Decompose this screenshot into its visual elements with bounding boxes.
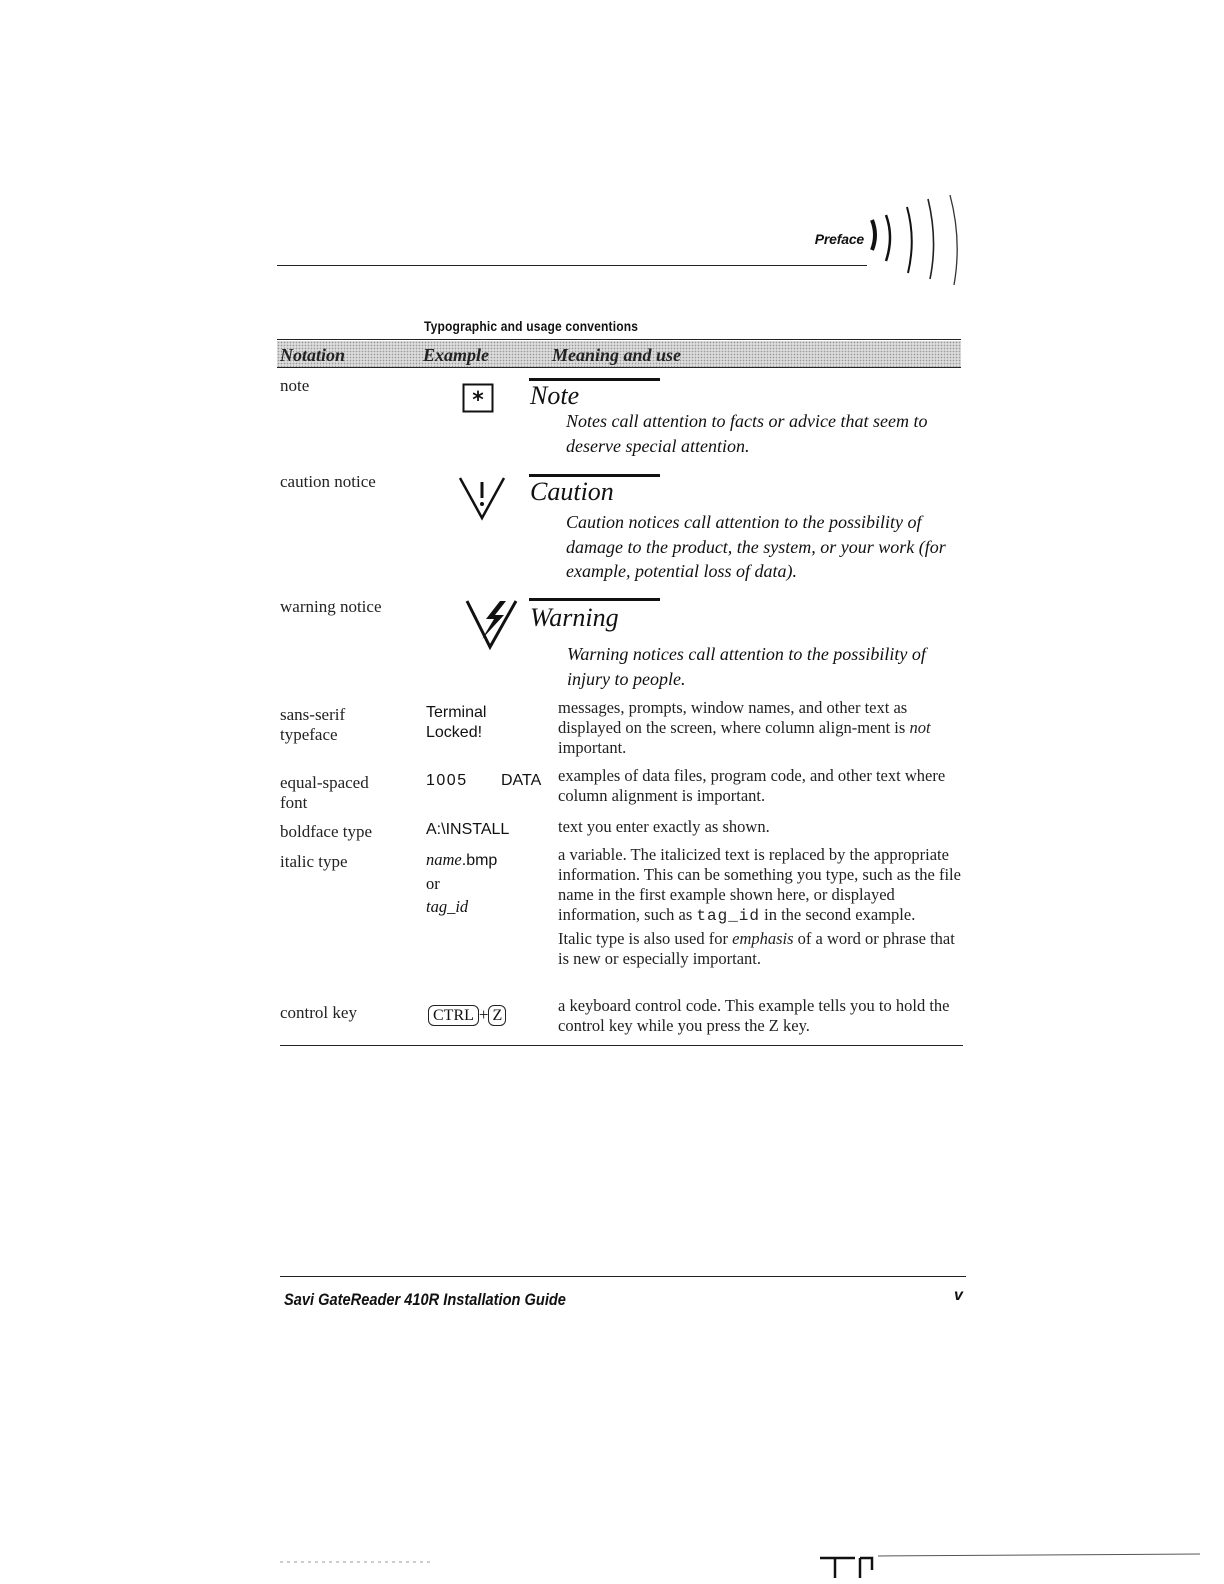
notation-line: equal-spaced [280, 773, 369, 792]
example-line: or [426, 874, 440, 893]
meaning-paragraph [558, 845, 963, 926]
meaning-sans-serif [558, 698, 963, 758]
note-title: Note [530, 381, 580, 410]
table-header [277, 341, 961, 368]
warning-rule [529, 598, 660, 601]
notation-equal-spaced [280, 773, 369, 813]
notation-line: font [280, 793, 308, 812]
example-boldface: A:\INSTALL [426, 821, 510, 838]
lightning-triangle-icon [464, 597, 520, 651]
notation-caution: caution notice [280, 472, 376, 491]
warning-title: Warning [530, 603, 619, 632]
notation-note: note [280, 376, 310, 395]
section-title: Preface [814, 231, 864, 247]
notation-line: sans-serif [280, 705, 346, 724]
caution-body: Caution notices call attention to the possibility of damage to the product, the system, or your work (for example, potential loss of data). [566, 512, 946, 581]
column-header-notation: Notation [280, 345, 346, 365]
example-line: Terminal [426, 704, 487, 721]
meaning-text: Italic type is also used for [558, 929, 733, 948]
meaning-boldface: text you enter exactly as shown. [558, 817, 770, 836]
example-sans-serif [426, 703, 486, 743]
notation-control-key: control key [280, 1003, 357, 1022]
page-number: v [954, 1287, 963, 1304]
example-variable: tag_id [426, 897, 469, 916]
meaning-emphasis: emphasis [732, 929, 794, 948]
example-line [426, 850, 497, 871]
notation-boldface: boldface type [280, 822, 373, 841]
meaning-emphasis: not [909, 718, 931, 737]
meaning-control-key: a keyboard control code. This example tells you to hold the control key while you press the Z key. [558, 996, 950, 1035]
notation-sans-serif [280, 705, 345, 745]
example-control-key [428, 1005, 506, 1026]
header-rule [277, 265, 867, 266]
table-caption: Typographic and usage conventions [424, 318, 639, 334]
meaning-text: messages, prompts, window names, and other text as displayed on the screen, where column align-ment is [558, 698, 910, 737]
star-box-icon [462, 383, 494, 413]
example-extension: .bmp [461, 852, 498, 869]
table-top-rule [277, 339, 961, 340]
meaning-paragraph [558, 929, 963, 969]
notation-warning: warning notice [280, 597, 382, 616]
meaning-text: important. [558, 738, 627, 757]
example-line: Locked! [426, 724, 483, 741]
meaning-equal-spaced: examples of data files, program code, and other text where column alignment is important. [558, 766, 946, 805]
notation-line: typeface [280, 725, 338, 744]
example-italic [426, 850, 497, 917]
example-line [426, 897, 497, 917]
example-mono-a: 1005 [426, 772, 468, 789]
footer-title: Savi GateReader 410R Installation Guide [284, 1290, 566, 1309]
svg-text:*: * [472, 388, 484, 413]
example-variable: name [426, 850, 462, 869]
exclamation-triangle-icon [457, 474, 507, 522]
notation-italic: italic type [280, 852, 348, 871]
meaning-code: tag_id [696, 907, 760, 925]
table-bottom-rule [280, 1045, 963, 1046]
column-header-example: Example [423, 345, 489, 365]
footer-rule [280, 1276, 966, 1277]
keycap-z: Z [488, 1005, 506, 1026]
warning-body: Warning notices call attention to the possibility of injury to people. [567, 644, 926, 689]
meaning-italic [558, 845, 963, 969]
meaning-text: of a word or phrase that is new or especially important. [558, 929, 955, 968]
sound-wave-icon [860, 185, 975, 285]
meaning-text: a variable. The italicized text is replaced by the appropriate information. This can be something you type, such as the file name in the first example shown here, or displayed information, such as [558, 845, 961, 924]
scan-edge-marks [280, 1548, 1200, 1578]
example-mono-b: DATA [501, 772, 542, 789]
keycap-ctrl: CTRL [428, 1005, 479, 1026]
caution-title: Caution [530, 477, 614, 506]
column-header-meaning: Meaning and use [552, 345, 682, 365]
note-body: Notes call attention to facts or advice that seem to deserve special attention. [566, 411, 928, 456]
key-plus: + [478, 1005, 489, 1024]
meaning-text: in the second example. [760, 905, 916, 924]
